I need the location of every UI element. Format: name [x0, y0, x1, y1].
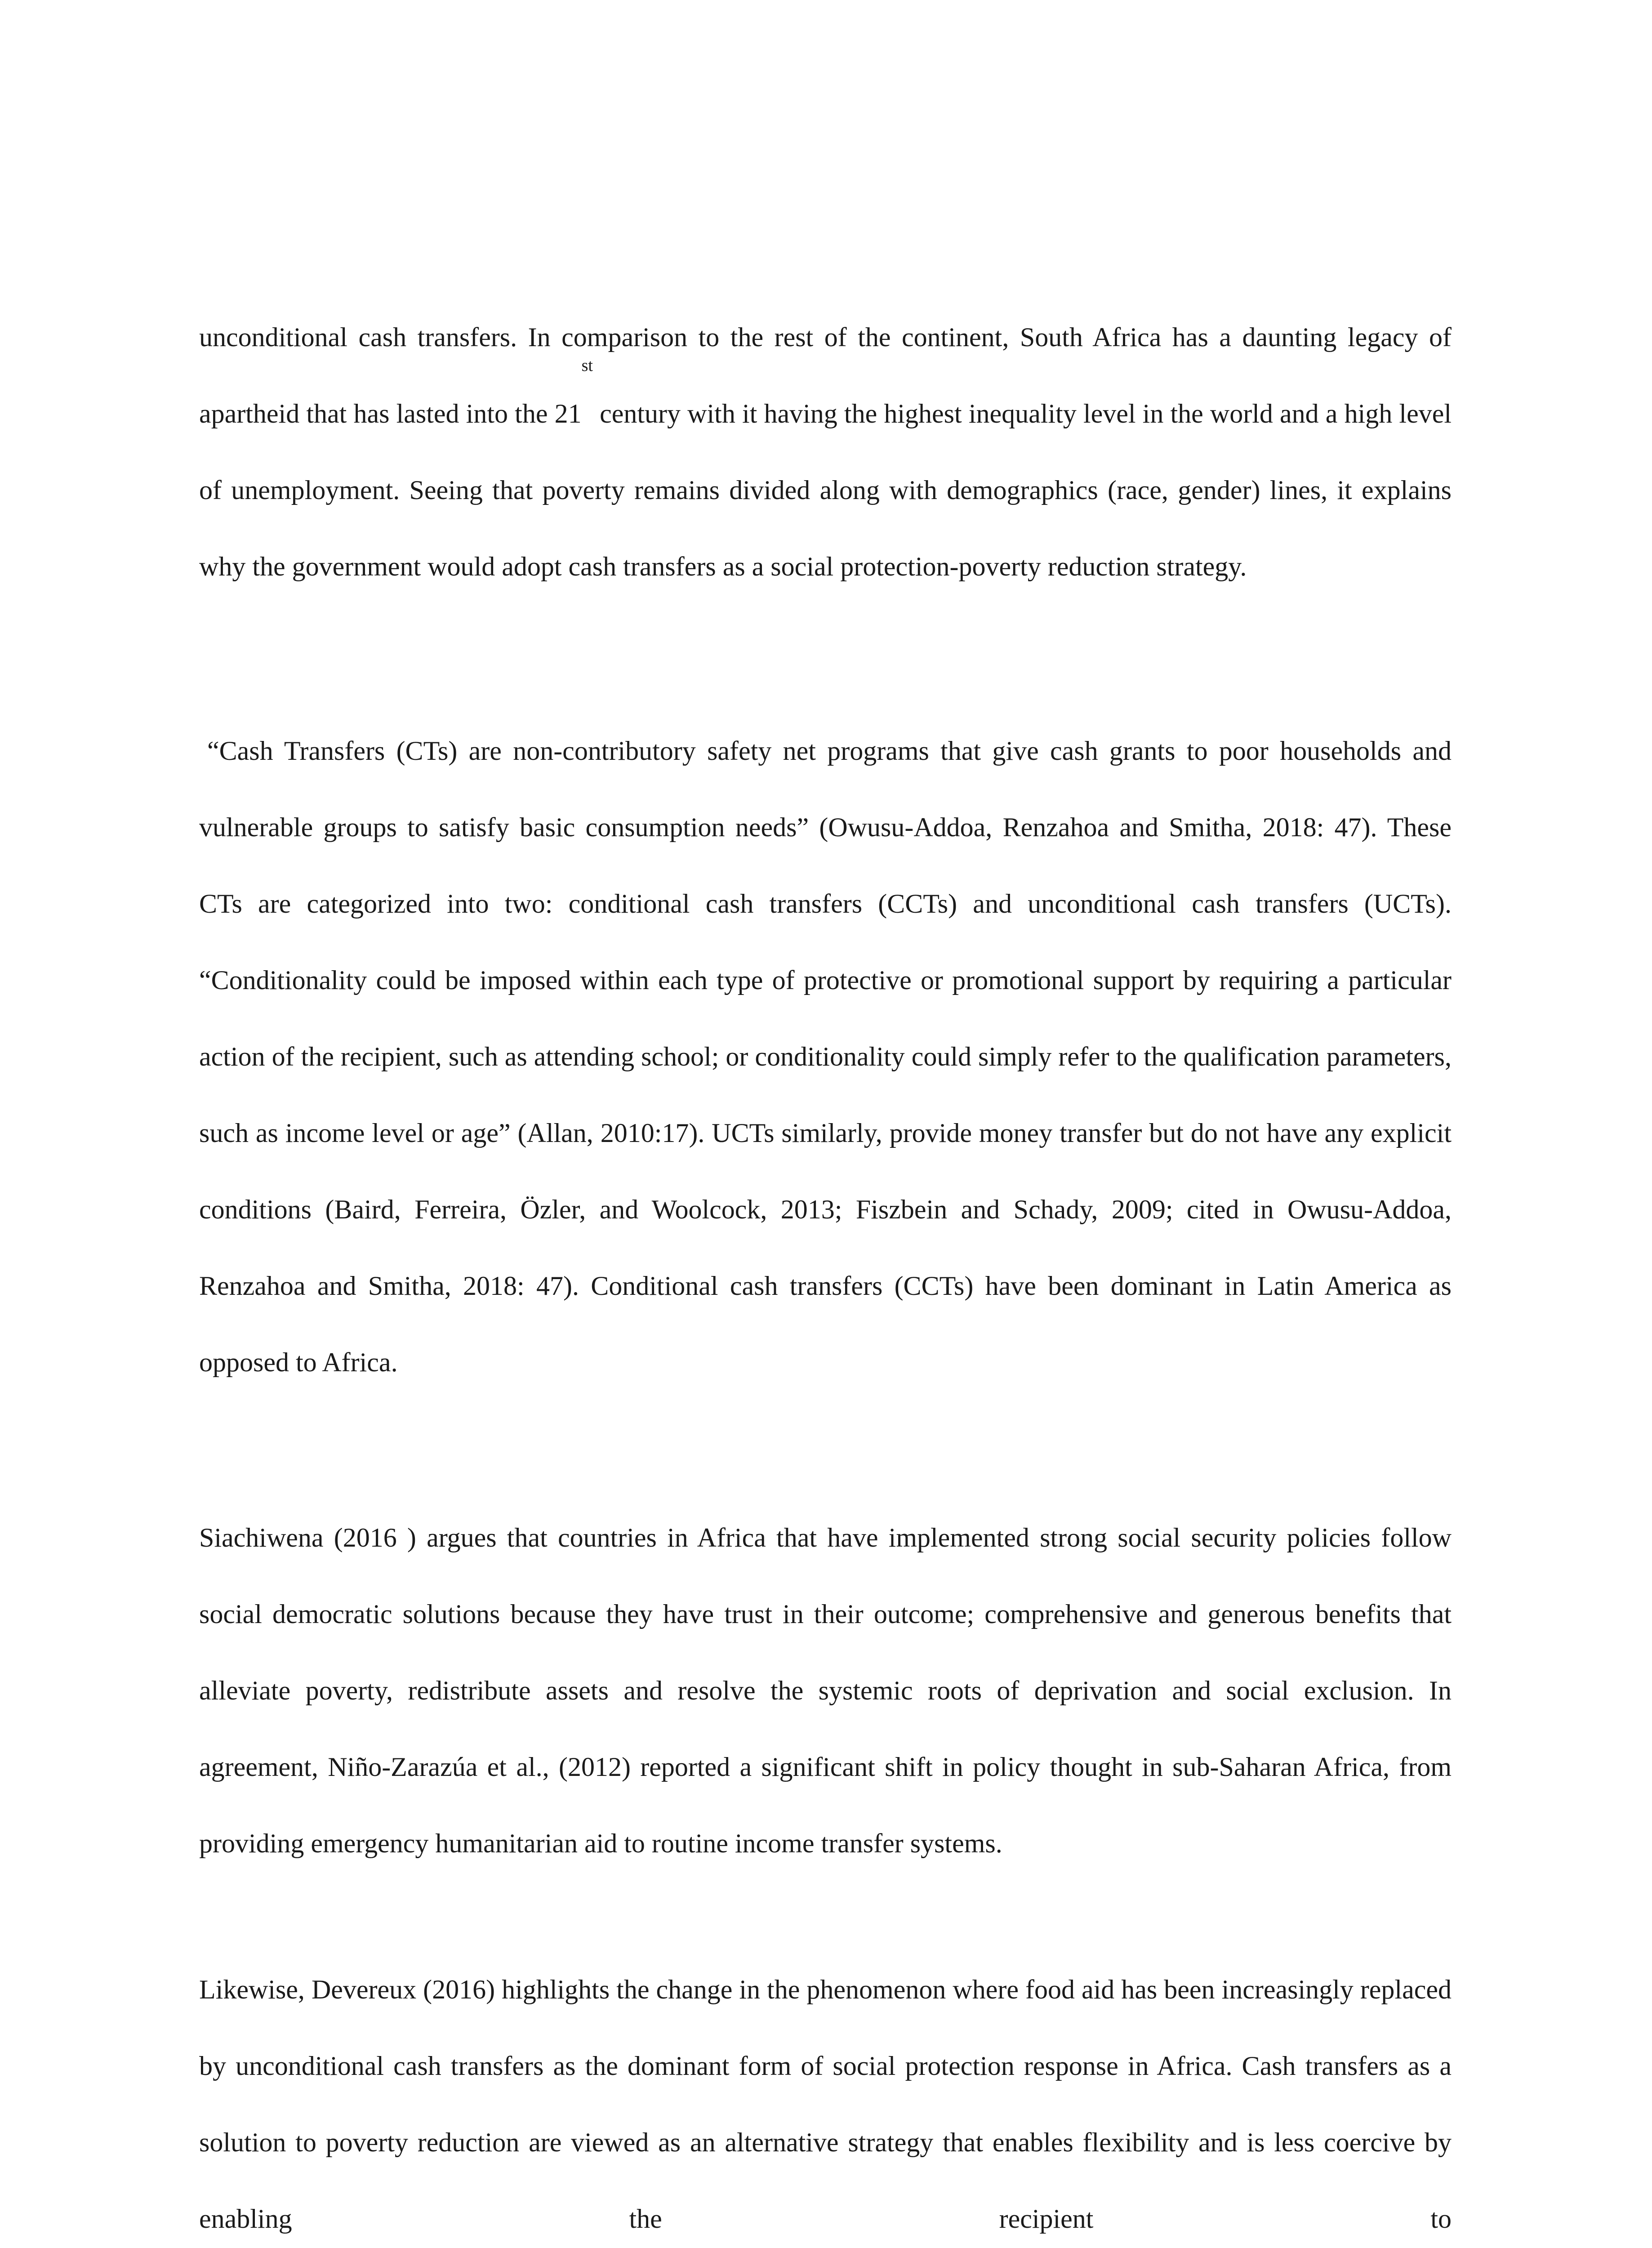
paragraph-2	[199, 713, 1452, 1401]
paragraph-3	[199, 1499, 1452, 1882]
paragraph-1-text	[199, 299, 1452, 605]
paragraph-1-text-after-superscript: century with it having the highest inequality level in the world and a high level of unemployment. Seeing that poverty remains divided along with demographics (race, gender) lines, it explains why the government would adopt cash transfers as a social protection-poverty reduction strategy.	[199, 399, 1452, 581]
paragraph-2-text: “Cash Transfers (CTs) are non-contributory safety net programs that give cash grants to poor households and vulnerable groups to satisfy basic consumption needs” (Owusu-Addoa, Renzahoa and Smitha, 2018: 47). These CTs are categorized into two: conditional cash transfers (CCTs) and unconditional cash transfers (UCTs). “Conditionality could be imposed within each type of protective or promotional support by requiring a particular action of the recipient, such as attending school; or conditionality could simply refer to the qualification parameters, such as income level or age” (Allan, 2010:17). UCTs similarly, provide money transfer but do not have any explicit conditions (Baird, Ferreira, Özler, and Woolcock, 2013; Fiszbein and Schady, 2009; cited in Owusu-Addoa, Renzahoa and Smitha, 2018: 47). Conditional cash transfers (CCTs) have been dominant in Latin America as opposed to Africa.	[199, 736, 1452, 1377]
paragraph-1	[199, 299, 1452, 605]
paragraph-4	[199, 1951, 1452, 2248]
paragraph-3-text: Siachiwena (2016 ) argues that countries in Africa that have implemented strong social security policies follow social democratic solutions because they have trust in their outcome; comprehensive and generous benefits that alleviate poverty, redistribute assets and resolve the systemic roots of deprivation and social exclusion. In agreement, Niño-Zarazúa et al., (2012) reported a significant shift in policy thought in sub-Saharan Africa, from providing emergency humanitarian aid to routine income transfer systems.	[199, 1523, 1452, 1858]
paragraph-1-text-before-superscript: unconditional cash transfers. In comparison to the rest of the continent, South Africa has a daunting legacy of apartheid that has lasted into the 21	[199, 322, 1452, 428]
ordinal-superscript: st	[581, 356, 593, 375]
paragraph-4-text: Likewise, Devereux (2016) highlights the change in the phenomenon where food aid has been increasingly replaced by unconditional cash transfers as the dominant form of social protection response in Africa. Cash transfers as a solution to poverty reduction are viewed as an alternative strategy that enables flexibility and is less coercive by enabling the recipient to	[199, 1975, 1452, 2234]
